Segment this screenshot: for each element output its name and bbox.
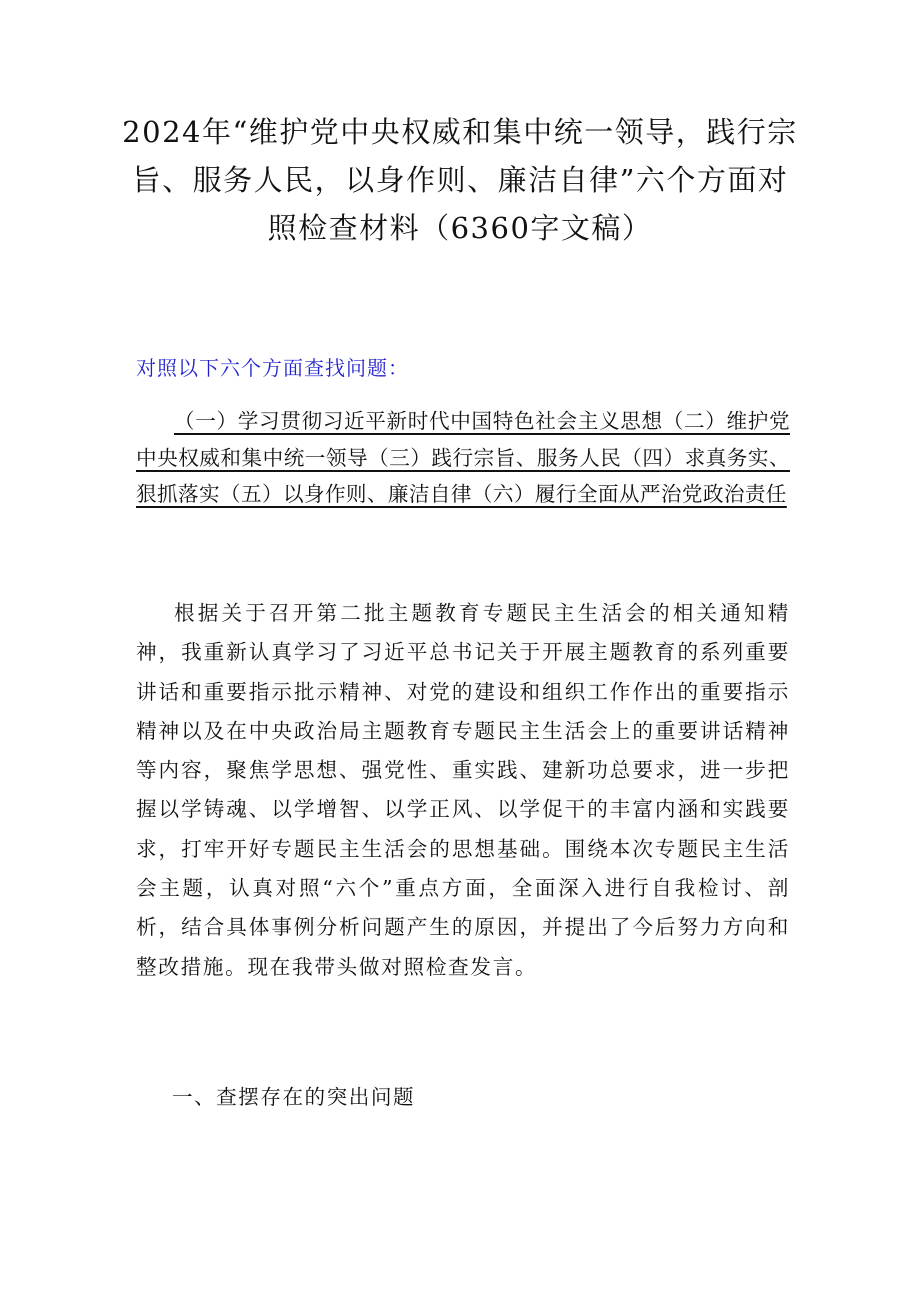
- body-paragraph: 根据关于召开第二批主题教育专题民主生活会的相关通知精神，我重新认真学习了习近平总书记关于开展主题教育的系列重要讲话和重要指示批示精神、对党的建设和组织工作作出的重要指示精神以及在中央政治局主题教育专题民主生活会上的重要讲话精神等内容，聚焦学思想、强党性、重实践、建新功总要求，进一步把握以学铸魂、以学增智、以学正风、以学促干的丰富内涵和实践要求，打牢开好专题民主生活会的思想基础。围绕本次专题民主生活会主题，认真对照“六个”重点方面，全面深入进行自我检讨、剖析，结合具体事例分析问题产生的原因，并提出了今后努力方向和整改措施。现在我带头做对照检查发言。: [136, 601, 790, 979]
- section-heading: 一、查摆存在的突出问题: [172, 1085, 416, 1109]
- intro-text: 对照以下六个方面查找问题：: [136, 356, 409, 380]
- document-title: 2024年“维护党中央权威和集中统一领导，践行宗旨、服务人民，以身作则、廉洁自律”六个方面对照检查材料（6360字文稿）: [122, 115, 798, 245]
- aspects-list: （一）学习贯彻习近平新时代中国特色社会主义思想（二）维护党中央权威和集中统一领导（三）践行宗旨、服务人民（四）求真务实、狠抓落实（五）以身作则、廉洁自律（六）履行全面从严治党政治责任: [136, 409, 790, 506]
